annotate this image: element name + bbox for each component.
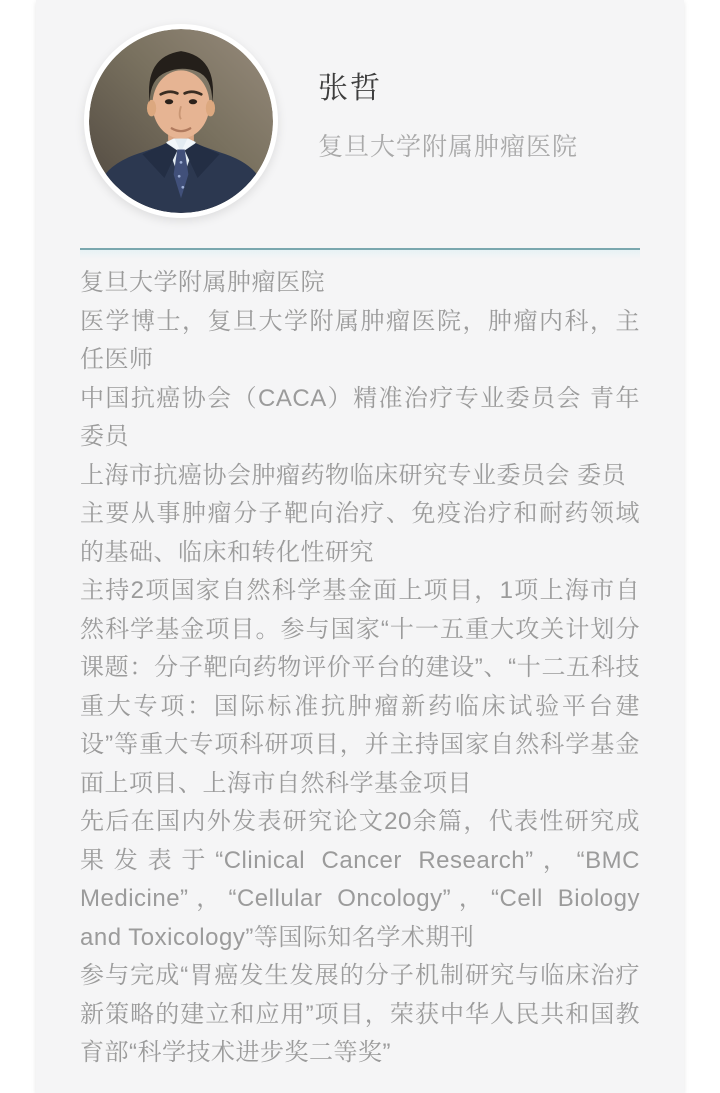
avatar-photo-icon bbox=[89, 29, 273, 213]
profile-header bbox=[80, 0, 640, 218]
identity-block bbox=[318, 74, 578, 160]
avatar bbox=[84, 24, 278, 218]
bio-paragraph: 复旦大学附属肿瘤医院 bbox=[80, 269, 325, 296]
bio-paragraph: 主持2项国家自然科学基金面上项目，1项上海市自然科学基金项目。参与国家“十一五重大攻关计划分课题：分子靶向药物评价平台的建设”、“十二五科技重大专项：国际标准抗肿瘤新药临床试验平台建设”等重大专项科研项目，并主持国家自然科学基金面上项目、上海市自然科学基金项目 bbox=[80, 577, 640, 797]
bio-paragraph: 主要从事肿瘤分子靶向治疗、免疫治疗和耐药领域的基础、临床和转化性研究 bbox=[80, 500, 640, 566]
bio-paragraph: 先后在国内外发表研究论文20余篇，代表性研究成果发表于“Clinical Cancer Research”，“BMC Medicine”，“Cellular Oncology”，“Cell Biology and Toxicology”等国际知名学术期刊 bbox=[80, 808, 640, 951]
bio-section bbox=[80, 264, 640, 1073]
bio-paragraph: 医学博士，复旦大学附属肿瘤医院，肿瘤内科，主任医师 bbox=[80, 307, 640, 373]
section-divider bbox=[80, 248, 640, 250]
profile-affiliation: 复旦大学附属肿瘤医院 bbox=[318, 133, 579, 161]
bio-paragraph: 中国抗癌协会（CACA）精准治疗专业委员会 青年委员 bbox=[80, 384, 640, 450]
bio-paragraph: 上海市抗癌协会肿瘤药物临床研究专业委员会 委员 bbox=[80, 461, 627, 489]
profile-name: 张哲 bbox=[318, 72, 382, 105]
profile-card bbox=[36, 0, 684, 1093]
profile-content bbox=[36, 0, 684, 1073]
bio-paragraph: 参与完成“胃癌发生发展的分子机制研究与临床治疗新策略的建立和应用”项目，荣获中华人民共和国教育部“科学技术进步奖二等奖” bbox=[80, 962, 640, 1066]
